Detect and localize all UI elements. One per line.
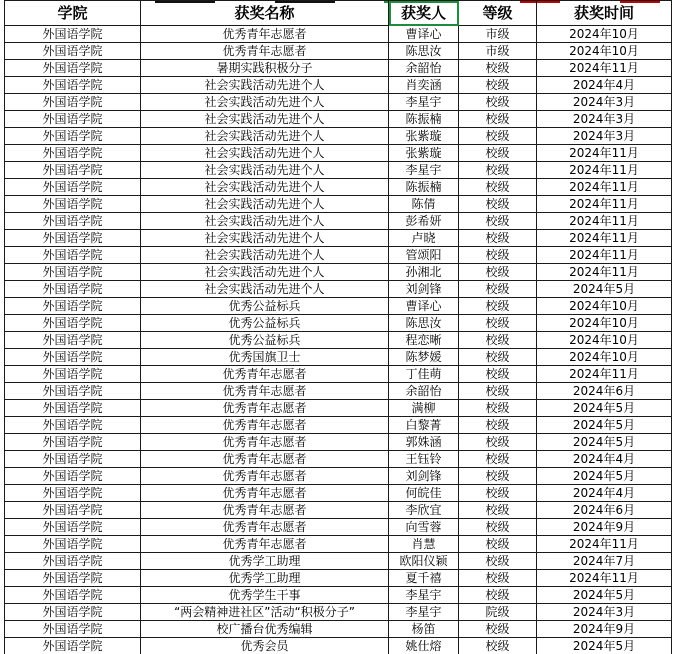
cell-level[interactable]: 校级 bbox=[459, 349, 537, 366]
cell-award-name[interactable]: 优秀学工助理 bbox=[141, 553, 389, 570]
cell-college[interactable]: 外国语学院 bbox=[5, 332, 141, 349]
cell-college[interactable]: 外国语学院 bbox=[5, 553, 141, 570]
table-row bbox=[5, 213, 672, 230]
cell-level[interactable]: 校级 bbox=[459, 468, 537, 485]
cell-recipient[interactable]: 刘剑锋 bbox=[389, 468, 459, 485]
cell-recipient[interactable]: 白黎菁 bbox=[389, 417, 459, 434]
table-row bbox=[5, 43, 672, 60]
cell-level[interactable]: 校级 bbox=[459, 162, 537, 179]
cell-college[interactable]: 外国语学院 bbox=[5, 298, 141, 315]
cell-award-name[interactable]: 优秀学工助理 bbox=[141, 570, 389, 587]
cell-award-time[interactable]: 2024年5月 bbox=[537, 638, 672, 654]
cell-level[interactable]: 校级 bbox=[459, 315, 537, 332]
table-row bbox=[5, 638, 672, 654]
table-row bbox=[5, 26, 672, 43]
header-recipient[interactable]: 获奖人 bbox=[389, 1, 459, 26]
header-level[interactable]: 等级 bbox=[459, 1, 537, 26]
header-award-name[interactable]: 获奖名称 bbox=[141, 1, 389, 26]
cell-recipient[interactable]: 曹译心 bbox=[389, 26, 459, 43]
cell-level[interactable]: 校级 bbox=[459, 94, 537, 111]
cell-level[interactable]: 校级 bbox=[459, 400, 537, 417]
table-row bbox=[5, 621, 672, 638]
cell-level[interactable]: 校级 bbox=[459, 230, 537, 247]
cell-level[interactable]: 校级 bbox=[459, 332, 537, 349]
cell-level[interactable]: 校级 bbox=[459, 179, 537, 196]
cell-award-time[interactable]: 2024年10月 bbox=[537, 349, 672, 366]
cell-award-name[interactable]: 优秀公益标兵 bbox=[141, 315, 389, 332]
cell-college[interactable]: 外国语学院 bbox=[5, 400, 141, 417]
table-row bbox=[5, 230, 672, 247]
cell-award-name[interactable]: 社会实践活动先进个人 bbox=[141, 111, 389, 128]
table-row bbox=[5, 485, 672, 502]
table-row bbox=[5, 468, 672, 485]
cell-recipient[interactable]: 陈思汝 bbox=[389, 315, 459, 332]
cell-recipient[interactable]: 肖慧 bbox=[389, 536, 459, 553]
cell-level[interactable]: 校级 bbox=[459, 128, 537, 145]
table-row bbox=[5, 315, 672, 332]
table-row bbox=[5, 77, 672, 94]
table-row bbox=[5, 434, 672, 451]
cell-award-time[interactable]: 2024年11月 bbox=[537, 213, 672, 230]
cell-award-time[interactable]: 2024年10月 bbox=[537, 43, 672, 60]
cell-award-time[interactable]: 2024年11月 bbox=[537, 179, 672, 196]
header-college[interactable]: 学院 bbox=[5, 1, 141, 26]
cell-award-time[interactable]: 2024年11月 bbox=[537, 536, 672, 553]
cell-college[interactable]: 外国语学院 bbox=[5, 536, 141, 553]
cell-recipient[interactable]: 张紫璇 bbox=[389, 128, 459, 145]
cell-level[interactable]: 校级 bbox=[459, 60, 537, 77]
header-row bbox=[5, 1, 672, 26]
cell-award-time[interactable]: 2024年10月 bbox=[537, 298, 672, 315]
header-award-time[interactable]: 获奖时间 bbox=[537, 1, 672, 26]
cell-level[interactable]: 校级 bbox=[459, 264, 537, 281]
cell-college[interactable]: 外国语学院 bbox=[5, 128, 141, 145]
cell-college[interactable]: 外国语学院 bbox=[5, 349, 141, 366]
cell-recipient[interactable]: 陈梦媛 bbox=[389, 349, 459, 366]
cell-level[interactable]: 校级 bbox=[459, 417, 537, 434]
cell-award-name[interactable]: 优秀公益标兵 bbox=[141, 298, 389, 315]
cell-recipient[interactable]: 陈振楠 bbox=[389, 179, 459, 196]
cell-award-name[interactable]: 优秀青年志愿者 bbox=[141, 502, 389, 519]
cell-college[interactable]: 外国语学院 bbox=[5, 485, 141, 502]
cell-level[interactable]: 校级 bbox=[459, 145, 537, 162]
cell-award-name[interactable]: 社会实践活动先进个人 bbox=[141, 247, 389, 264]
cell-level[interactable]: 校级 bbox=[459, 247, 537, 264]
cell-award-time[interactable]: 2024年11月 bbox=[537, 570, 672, 587]
cell-college[interactable]: 外国语学院 bbox=[5, 26, 141, 43]
cell-recipient[interactable]: 余韶怡 bbox=[389, 60, 459, 77]
cell-award-name[interactable]: 社会实践活动先进个人 bbox=[141, 213, 389, 230]
cell-award-name[interactable]: 社会实践活动先进个人 bbox=[141, 128, 389, 145]
cell-recipient[interactable]: 余韶怡 bbox=[389, 383, 459, 400]
cell-award-name[interactable]: 优秀国旗卫士 bbox=[141, 349, 389, 366]
cell-recipient[interactable]: 丁佳萌 bbox=[389, 366, 459, 383]
cell-recipient[interactable]: 陈振楠 bbox=[389, 111, 459, 128]
cell-recipient[interactable]: 李星宇 bbox=[389, 162, 459, 179]
cell-college[interactable]: 外国语学院 bbox=[5, 519, 141, 536]
cell-award-time[interactable]: 2024年9月 bbox=[537, 621, 672, 638]
cell-college[interactable]: 外国语学院 bbox=[5, 366, 141, 383]
cell-college[interactable]: 外国语学院 bbox=[5, 502, 141, 519]
cell-recipient[interactable]: 陈思汝 bbox=[389, 43, 459, 60]
cell-college[interactable]: 外国语学院 bbox=[5, 417, 141, 434]
table-row bbox=[5, 332, 672, 349]
cell-award-time[interactable]: 2024年5月 bbox=[537, 281, 672, 298]
cell-award-time[interactable]: 2024年6月 bbox=[537, 502, 672, 519]
cell-college[interactable]: 外国语学院 bbox=[5, 281, 141, 298]
cell-award-name[interactable]: 校广播台优秀编辑 bbox=[141, 621, 389, 638]
cell-college[interactable]: 外国语学院 bbox=[5, 587, 141, 604]
cell-award-name[interactable]: 优秀青年志愿者 bbox=[141, 468, 389, 485]
cell-level[interactable]: 校级 bbox=[459, 434, 537, 451]
cell-level[interactable]: 校级 bbox=[459, 519, 537, 536]
table-row bbox=[5, 111, 672, 128]
awards-table bbox=[4, 0, 672, 654]
cell-recipient[interactable]: 孙湘北 bbox=[389, 264, 459, 281]
cell-level[interactable]: 校级 bbox=[459, 485, 537, 502]
cell-award-time[interactable]: 2024年5月 bbox=[537, 434, 672, 451]
table-row bbox=[5, 128, 672, 145]
cell-college[interactable]: 外国语学院 bbox=[5, 162, 141, 179]
cell-award-name[interactable]: 优秀青年志愿者 bbox=[141, 417, 389, 434]
cell-level[interactable]: 校级 bbox=[459, 451, 537, 468]
table-row bbox=[5, 247, 672, 264]
table-row bbox=[5, 349, 672, 366]
cell-recipient[interactable]: 李星宇 bbox=[389, 587, 459, 604]
table-row bbox=[5, 570, 672, 587]
cell-award-time[interactable]: 2024年9月 bbox=[537, 519, 672, 536]
table-row bbox=[5, 553, 672, 570]
table-row bbox=[5, 162, 672, 179]
cell-level[interactable]: 校级 bbox=[459, 298, 537, 315]
cell-award-time[interactable]: 2024年11月 bbox=[537, 366, 672, 383]
cell-college[interactable]: 外国语学院 bbox=[5, 451, 141, 468]
cell-college[interactable]: 外国语学院 bbox=[5, 638, 141, 654]
cell-award-name[interactable]: 社会实践活动先进个人 bbox=[141, 162, 389, 179]
cell-recipient[interactable]: 向雪蓉 bbox=[389, 519, 459, 536]
table-row bbox=[5, 196, 672, 213]
cell-award-name[interactable]: “两会精神进社区”活动“积极分子” bbox=[141, 604, 389, 621]
cell-award-name[interactable]: 优秀青年志愿者 bbox=[141, 485, 389, 502]
table-row bbox=[5, 179, 672, 196]
cell-college[interactable]: 外国语学院 bbox=[5, 434, 141, 451]
cell-college[interactable]: 外国语学院 bbox=[5, 247, 141, 264]
cell-award-time[interactable]: 2024年11月 bbox=[537, 264, 672, 281]
cell-recipient[interactable]: 刘剑锋 bbox=[389, 281, 459, 298]
cell-award-name[interactable]: 优秀青年志愿者 bbox=[141, 26, 389, 43]
cell-level[interactable]: 校级 bbox=[459, 213, 537, 230]
cell-award-time[interactable]: 2024年7月 bbox=[537, 553, 672, 570]
table-row bbox=[5, 400, 672, 417]
cell-award-name[interactable]: 社会实践活动先进个人 bbox=[141, 264, 389, 281]
cell-level[interactable]: 市级 bbox=[459, 43, 537, 60]
cell-award-time[interactable]: 2024年4月 bbox=[537, 485, 672, 502]
cell-award-time[interactable]: 2024年5月 bbox=[537, 417, 672, 434]
cell-recipient[interactable]: 夏千禧 bbox=[389, 570, 459, 587]
table-row bbox=[5, 264, 672, 281]
cell-recipient[interactable]: 张紫璇 bbox=[389, 145, 459, 162]
cell-award-time[interactable]: 2024年10月 bbox=[537, 332, 672, 349]
cell-recipient[interactable]: 陈倩 bbox=[389, 196, 459, 213]
cell-award-name[interactable]: 优秀青年志愿者 bbox=[141, 451, 389, 468]
cell-college[interactable]: 外国语学院 bbox=[5, 570, 141, 587]
cell-level[interactable]: 院级 bbox=[459, 604, 537, 621]
cell-award-name[interactable]: 社会实践活动先进个人 bbox=[141, 230, 389, 247]
cell-college[interactable]: 外国语学院 bbox=[5, 145, 141, 162]
cell-level[interactable]: 校级 bbox=[459, 587, 537, 604]
cell-college[interactable]: 外国语学院 bbox=[5, 383, 141, 400]
cell-award-name[interactable]: 社会实践活动先进个人 bbox=[141, 281, 389, 298]
table-row bbox=[5, 366, 672, 383]
cell-level[interactable]: 市级 bbox=[459, 26, 537, 43]
cell-recipient[interactable]: 管颂阳 bbox=[389, 247, 459, 264]
cell-award-name[interactable]: 优秀青年志愿者 bbox=[141, 519, 389, 536]
cell-award-name[interactable]: 优秀青年志愿者 bbox=[141, 383, 389, 400]
cell-recipient[interactable]: 李星宇 bbox=[389, 94, 459, 111]
cell-recipient[interactable]: 李星宇 bbox=[389, 604, 459, 621]
cell-award-name[interactable]: 社会实践活动先进个人 bbox=[141, 94, 389, 111]
table-row bbox=[5, 587, 672, 604]
cell-level[interactable]: 校级 bbox=[459, 111, 537, 128]
cell-recipient[interactable]: 肖奕涵 bbox=[389, 77, 459, 94]
cell-college[interactable]: 外国语学院 bbox=[5, 621, 141, 638]
cell-award-name[interactable]: 暑期实践积极分子 bbox=[141, 60, 389, 77]
table-body bbox=[5, 26, 672, 654]
cell-level[interactable]: 校级 bbox=[459, 77, 537, 94]
cell-recipient[interactable]: 欧阳仪颖 bbox=[389, 553, 459, 570]
cell-award-time[interactable]: 2024年10月 bbox=[537, 315, 672, 332]
cell-award-time[interactable]: 2024年11月 bbox=[537, 162, 672, 179]
cell-college[interactable]: 外国语学院 bbox=[5, 604, 141, 621]
cell-award-time[interactable]: 2024年11月 bbox=[537, 60, 672, 77]
table-row bbox=[5, 536, 672, 553]
cell-level[interactable]: 校级 bbox=[459, 196, 537, 213]
cell-level[interactable]: 校级 bbox=[459, 281, 537, 298]
cell-level[interactable]: 校级 bbox=[459, 638, 537, 654]
cell-award-time[interactable]: 2024年11月 bbox=[537, 247, 672, 264]
cell-recipient[interactable]: 卢晓 bbox=[389, 230, 459, 247]
cell-level[interactable]: 校级 bbox=[459, 383, 537, 400]
cell-college[interactable]: 外国语学院 bbox=[5, 179, 141, 196]
table-row bbox=[5, 502, 672, 519]
cell-award-time[interactable]: 2024年3月 bbox=[537, 111, 672, 128]
table-row bbox=[5, 281, 672, 298]
table-row bbox=[5, 417, 672, 434]
cell-award-name[interactable]: 优秀青年志愿者 bbox=[141, 400, 389, 417]
cell-college[interactable]: 外国语学院 bbox=[5, 213, 141, 230]
cell-award-time[interactable]: 2024年5月 bbox=[537, 587, 672, 604]
table-row bbox=[5, 519, 672, 536]
table-row bbox=[5, 298, 672, 315]
cell-award-name[interactable]: 社会实践活动先进个人 bbox=[141, 77, 389, 94]
cell-award-name[interactable]: 优秀会员 bbox=[141, 638, 389, 654]
cell-college[interactable]: 外国语学院 bbox=[5, 43, 141, 60]
cell-award-time[interactable]: 2024年3月 bbox=[537, 128, 672, 145]
cell-award-time[interactable]: 2024年11月 bbox=[537, 230, 672, 247]
cell-recipient[interactable]: 杨笛 bbox=[389, 621, 459, 638]
cell-level[interactable]: 校级 bbox=[459, 621, 537, 638]
cell-college[interactable]: 外国语学院 bbox=[5, 60, 141, 77]
table-row bbox=[5, 383, 672, 400]
cell-award-name[interactable]: 优秀公益标兵 bbox=[141, 332, 389, 349]
cell-recipient[interactable]: 李欣宜 bbox=[389, 502, 459, 519]
cell-college[interactable]: 外国语学院 bbox=[5, 111, 141, 128]
cell-college[interactable]: 外国语学院 bbox=[5, 468, 141, 485]
cell-award-time[interactable]: 2024年11月 bbox=[537, 145, 672, 162]
cell-recipient[interactable]: 郭姝涵 bbox=[389, 434, 459, 451]
cell-level[interactable]: 校级 bbox=[459, 570, 537, 587]
cell-award-time[interactable]: 2024年4月 bbox=[537, 77, 672, 94]
table-row bbox=[5, 604, 672, 621]
cell-award-time[interactable]: 2024年5月 bbox=[537, 468, 672, 485]
cell-recipient[interactable]: 满柳 bbox=[389, 400, 459, 417]
cell-recipient[interactable]: 何皖佳 bbox=[389, 485, 459, 502]
cell-college[interactable]: 外国语学院 bbox=[5, 77, 141, 94]
cell-award-name[interactable]: 优秀学生干事 bbox=[141, 587, 389, 604]
cell-college[interactable]: 外国语学院 bbox=[5, 264, 141, 281]
table-row bbox=[5, 94, 672, 111]
cell-college[interactable]: 外国语学院 bbox=[5, 315, 141, 332]
cell-award-time[interactable]: 2024年4月 bbox=[537, 451, 672, 468]
cell-level[interactable]: 校级 bbox=[459, 536, 537, 553]
cell-award-name[interactable]: 社会实践活动先进个人 bbox=[141, 145, 389, 162]
cell-recipient[interactable]: 曹译心 bbox=[389, 298, 459, 315]
cell-award-time[interactable]: 2024年11月 bbox=[537, 196, 672, 213]
cell-recipient[interactable]: 彭希妍 bbox=[389, 213, 459, 230]
cell-award-name[interactable]: 社会实践活动先进个人 bbox=[141, 196, 389, 213]
table-row bbox=[5, 451, 672, 468]
cell-college[interactable]: 外国语学院 bbox=[5, 230, 141, 247]
cell-recipient[interactable]: 姚仕熔 bbox=[389, 638, 459, 654]
cell-college[interactable]: 外国语学院 bbox=[5, 196, 141, 213]
cell-level[interactable]: 校级 bbox=[459, 366, 537, 383]
cell-award-time[interactable]: 2024年3月 bbox=[537, 604, 672, 621]
cell-college[interactable]: 外国语学院 bbox=[5, 94, 141, 111]
table-row bbox=[5, 145, 672, 162]
cell-award-name[interactable]: 社会实践活动先进个人 bbox=[141, 179, 389, 196]
cell-award-time[interactable]: 2024年5月 bbox=[537, 400, 672, 417]
cell-recipient[interactable]: 程恋晰 bbox=[389, 332, 459, 349]
cell-recipient[interactable]: 王钰铃 bbox=[389, 451, 459, 468]
cell-award-time[interactable]: 2024年6月 bbox=[537, 383, 672, 400]
cell-award-name[interactable]: 优秀青年志愿者 bbox=[141, 43, 389, 60]
table-row bbox=[5, 60, 672, 77]
cell-award-name[interactable]: 优秀青年志愿者 bbox=[141, 366, 389, 383]
cell-level[interactable]: 校级 bbox=[459, 502, 537, 519]
cell-award-name[interactable]: 优秀青年志愿者 bbox=[141, 434, 389, 451]
cell-award-time[interactable]: 2024年10月 bbox=[537, 26, 672, 43]
cell-level[interactable]: 校级 bbox=[459, 553, 537, 570]
cell-award-name[interactable]: 优秀青年志愿者 bbox=[141, 536, 389, 553]
cell-award-time[interactable]: 2024年3月 bbox=[537, 94, 672, 111]
